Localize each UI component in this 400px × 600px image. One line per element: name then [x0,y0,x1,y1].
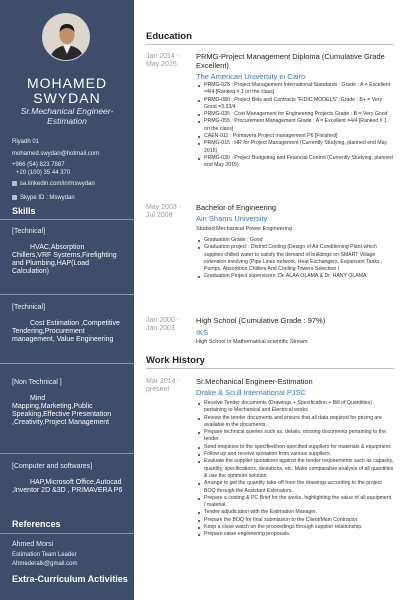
entry-organization: Drake & Scull International PJSC [196,388,307,397]
entry-organization: IKS [196,328,209,337]
sidebar [0,0,134,600]
skype-id [12,195,75,201]
entry-title: High School (Cumulative Grade : 97%) [196,316,326,325]
references-heading: References [12,519,61,529]
entry-date: Jan 2014 - May 2015 [146,53,180,68]
skills-divider [0,219,134,220]
skill-divider [0,363,134,364]
list-item: PRMG-030 : Project Budgeting and Financial Control (Currently Studying, planned end May 2015) [196,155,394,170]
list-item: Graduation Grade : Good [196,237,394,244]
skill-category: [Technical] [12,304,46,311]
list-item: Evaluate the supplier quotations against the tender requirements such as capacity, quantity, specifications, deviations, etc. Make comparative analysis of all quantities & use the optimum solution [196,458,394,480]
references-divider [0,533,134,534]
list-item: Prepare the BOQ for final submission to the Client/Main Contractor. [196,517,394,524]
skill-list: Cost Estimation ,Competitive Tendering,Procurement management, Value Engineering [12,320,120,343]
job-title: Sr.Mechanical Engineer-Estimation [20,106,114,126]
entry-bullets [196,237,394,281]
list-item: CAEN-011 : Primavera Project management P6 [Finished] [196,133,394,140]
skype-icon [12,195,17,200]
activities-heading: Extra-Curriculum Activities [12,574,128,584]
list-item: Prepare technical queries such as, details, missing documents pertaining to the tender. [196,429,394,444]
list-item: PRMG-035 : Cost Management for Engineering Projects Grade : B = Very Good [196,111,394,118]
list-item: Graduation Project supervisors: Dr. ALAA OLAMA & Dr. HANY OLAMA [196,273,394,280]
entry-title: PRMG-Project Management Diploma (Cumulative Grade Excellent) [196,52,385,70]
location: Riyadh 01 [12,139,40,145]
email-link[interactable]: mohamed.swydan@hotmail.com [12,151,100,157]
skill-category: [Technical] [12,228,46,235]
entry-bullets [196,400,394,539]
entry-date: Mar 2014 - present [146,378,180,393]
skill-list: HAP,Microsoft Office,Autocad ,Inventor 2D &3D , PRIMAVERA P6 [12,479,123,494]
list-item: Prepare value engineering proposals. [196,531,394,538]
list-item: Tender adjudication with the Estimation Manager. [196,509,394,516]
list-item: Follow up and receive quotation from various suppliers. [196,451,394,458]
reference-email: Ahmederalk@gmail.com [12,561,78,567]
list-item: Send enquiries to the specified/non-specified suppliers for materials & equipment. [196,444,394,451]
list-item: Graduation project : District Cooling (Design of Air Conditioning Plant which supplies chilled water to satisfy the demand of buildings on SMART Village extension involving (Pipe Lines network, Heat Exchangers, Expansion Tanks , Pumps, Absorption Chillers And Cooling Towers Selection ) [196,244,394,273]
profile-photo-icon [43,14,90,61]
linkedin-link[interactable] [12,181,95,187]
entry-title: Sr.Mechanical Engineer-Estimation [196,377,313,386]
list-item: Prepare a costing & PC Brief for the works, highlighting the value of all equipment / material. [196,495,394,510]
list-item: Arrange to get the quantity take-off from the drawings according to the project BOQ through the Assistant Estimators. [196,480,394,495]
entry-description: High School in Mathematical scientific Stream [196,339,308,345]
skill-category: [Computer and softwares] [12,463,93,470]
entry-date: May 2003 - Jul 2008 [146,204,182,219]
education-heading: Education [146,31,192,42]
skill-category: [Non Technical ] [12,379,62,386]
entry-bullets [196,82,394,170]
entry-title: Bachelor of Engineering [196,203,277,212]
education-divider [146,44,394,45]
phone-primary: +966 (54) 823 7887 [12,162,65,168]
entry-description: Studied Mechanical Power Engineering [196,226,293,232]
skype-text: Skype ID : Mswydan [20,195,75,202]
reference-role: Estimation Team Leader [12,552,77,558]
skill-list: HVAC,Absorption Chillers,VRF Systems,Firefighting and Plumbing,HAP(Load Calculation) [12,244,117,275]
skills-heading: Skills [12,206,36,216]
last-name: SWYDAN [33,90,101,106]
first-name: MOHAMED [26,75,108,91]
work-history-divider [146,368,394,369]
avatar [42,13,90,61]
entry-organization: The American University in Cairo [196,72,306,81]
skill-divider [0,294,134,295]
list-item: PRMG-015 : HR for Project Management (Currently Studying, planned end May 2015) [196,140,394,155]
linkedin-url: sa.linkedin.com/in/mswydan [20,181,95,188]
list-item: Receive Tender documents (Drawings + Specification + Bill of Quantities) pertaining to Mechanical and Electrical works [196,400,394,415]
reference-name: Ahmed Morsi [12,541,54,548]
list-item: Review the tender documents and ensure that all data required for pricing are available in the documents. [196,415,394,430]
list-item: PRMG-055 : Procurement Management Grade : A = Excellent =4/4 [Ranked # 1 on the class] [196,118,394,133]
skill-divider [0,453,134,454]
list-item: Keep a close watch on the proceedings through supplier relationship. [196,524,394,531]
entry-organization: Ain Shams University [196,214,268,223]
phone-secondary: +20 (100) 35 44 370 [16,170,71,176]
skill-list: Mind Mapping,Marketing,Public Speaking,Effective Presentation ,Creativity,Project Management [12,395,112,426]
work-history-heading: Work History [146,355,205,366]
list-item: PRMG-080 : Project Bids and Contracts "FIDIC MODELS" :Grade : B+ = Very Good =3.33/4 [196,97,394,112]
list-item: PRMG-025 : Project Management International Standards : Grade : A = Excellent =4/4 [Ranked # 1 on the class] [196,82,394,97]
entry-date: Jan 2000 - Jan 2003 [146,317,180,332]
main-content [134,0,400,600]
linkedin-icon [12,181,17,186]
